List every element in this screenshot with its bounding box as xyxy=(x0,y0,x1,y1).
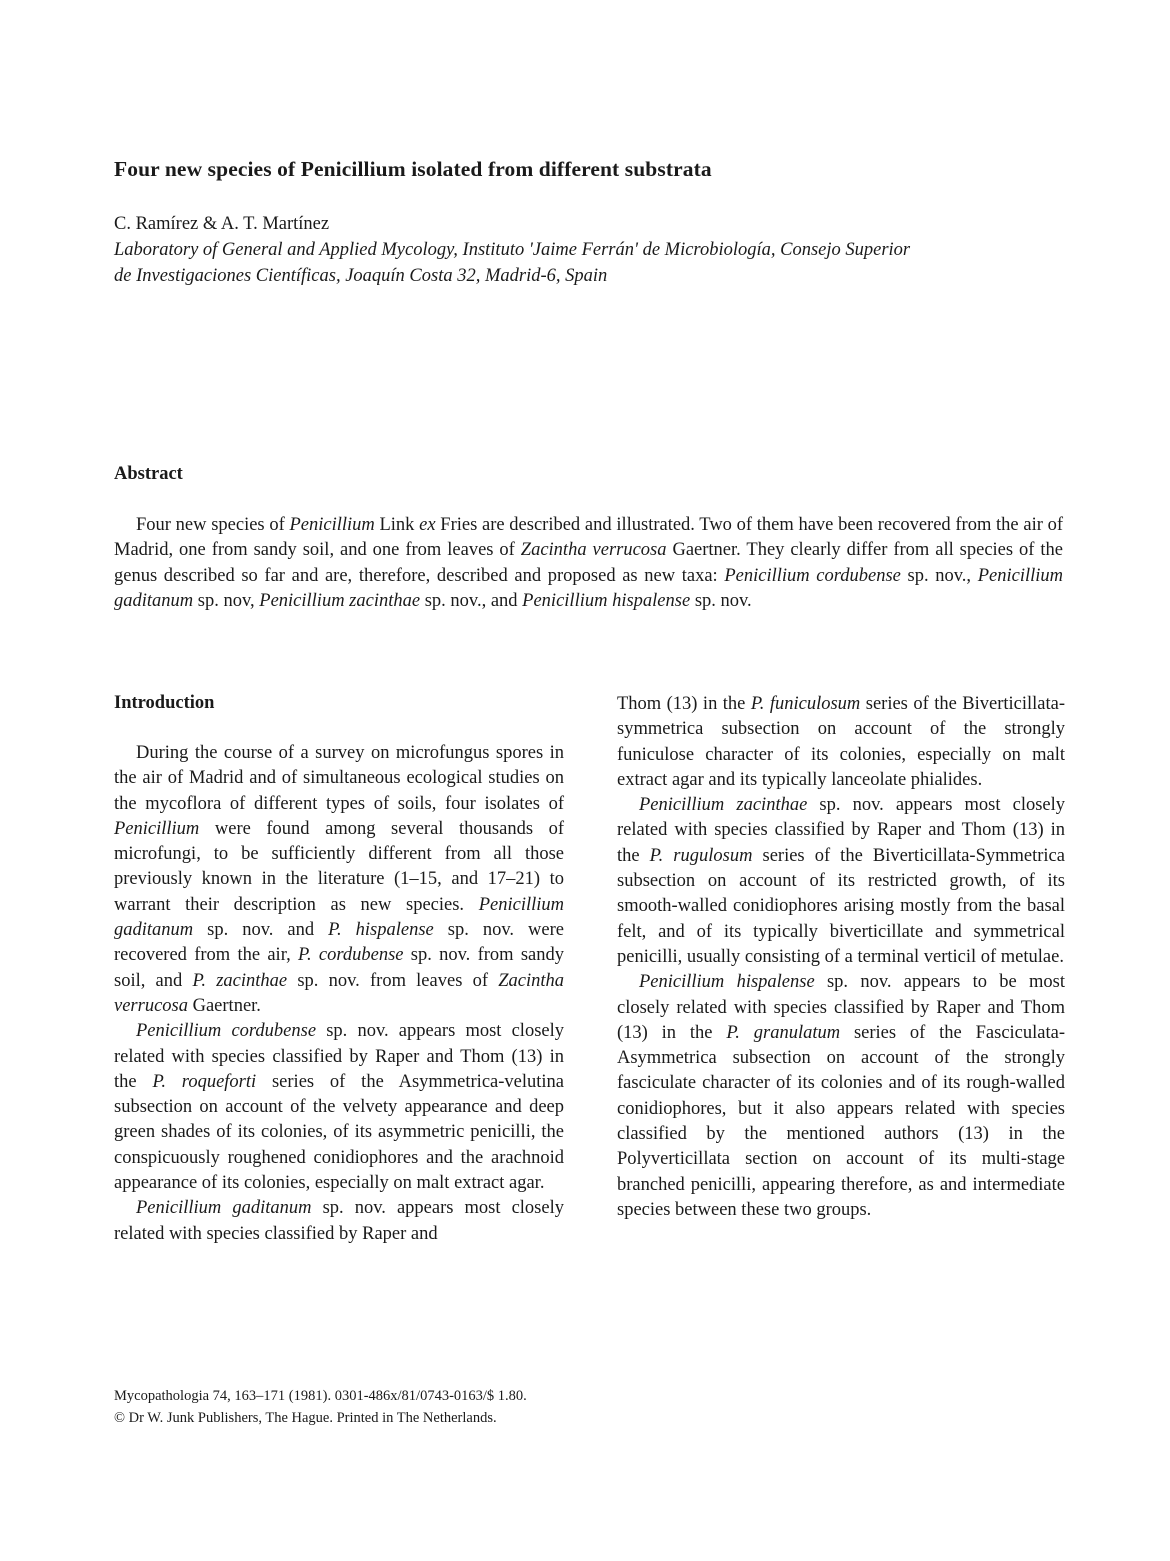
affiliation-line-2: de Investigaciones Científicas, Joaquín Costa 32, Madrid-6, Spain xyxy=(114,266,608,286)
affiliation xyxy=(114,237,1074,289)
affiliation-line-1: Laboratory of General and Applied Mycology, Instituto 'Jaime Ferrán' de Microbiología, Consejo Superior xyxy=(114,240,911,260)
intro-paragraph-4: Penicillium zacinthae sp. nov. appears most closely related with species classified by Raper and Thom (13) in the P. rugulosum series of the Biverticillata-Symmetrica subsection on account of its restricted growth, of its smooth-walled conidiophores arising mostly from the basal felt, and of its typically biverticillate and symmetrical penicilli, usually consisting of a terminal verticil of metulae. xyxy=(617,795,1066,967)
intro-paragraph-3: Penicillium gaditanum sp. nov. appears most closely related with species classified by Raper and xyxy=(114,1198,564,1244)
authors: C. Ramírez & A. T. Martínez xyxy=(114,214,330,234)
intro-column-left xyxy=(114,741,564,1247)
abstract-heading: Abstract xyxy=(114,464,183,484)
intro-paragraph-3-continued: Thom (13) in the P. funiculosum series of the Biverticillata-symmetrica subsection on account of the strongly funiculose character of its colonies, especially on malt extract agar and its typically lanceolate phialides. xyxy=(617,694,1065,790)
introduction-heading: Introduction xyxy=(114,693,215,713)
footer-copyright: © Dr W. Junk Publishers, The Hague. Printed in The Netherlands. xyxy=(114,1410,497,1426)
abstract-body: Four new species of Penicillium Link ex Fries are described and illustrated. Two of them have been recovered from the air of Madrid, one from sandy soil, and one from leaves of Zacintha verrucosa Gaertner. They clearly differ from all species of the genus described so far and are, therefore, described and proposed as new taxa: Penicillium cordubense sp. nov., Penicillium gaditanum sp. nov, Penicillium zacinthae sp. nov., and Penicillium hispalense sp. nov. xyxy=(114,515,1064,611)
paper-title: Four new species of Penicillium isolated from different substrata xyxy=(114,157,712,181)
intro-paragraph-1: During the course of a survey on microfungus spores in the air of Madrid and of simultaneous ecological studies on the mycoflora of different types of soils, four isolates of Penicillium were found among several thousands of microfungi, to be sufficiently different from all those previously known in the literature (1–15, and 17–21) to warrant their description as new species. Penicillium gaditanum sp. nov. and P. hispalense sp. nov. were recovered from the air, P. cordubense sp. nov. from sandy soil, and P. zacinthae sp. nov. from leaves of Zacintha verrucosa Gaertner. xyxy=(114,743,565,1016)
intro-paragraph-5: Penicillium hispalense sp. nov. appears to be most closely related with species classified by Raper and Thom (13) in the P. granulatum series of the Fasciculata-Asymmetrica subsection on account of the strongly fasciculate character of its colonies and of its rough-walled conidiophores, but it also appears related with species classified by the mentioned authors (13) in the Polyverticillata section on account of its multi-stage branched penicilli, appearing therefore, as and intermediate species between these two groups. xyxy=(617,972,1066,1220)
intro-paragraph-2: Penicillium cordubense sp. nov. appears most closely related with species classified by Raper and Thom (13) in the P. roqueforti series of the Asymmetrica-velutina subsection on account of the velvety appearance and deep green shades of its colonies, of its asymmetric penicilli, the conspicuously roughened conidiophores and the arachnoid appearance of its colonies, especially on malt extract agar. xyxy=(114,1021,564,1194)
footer-citation: Mycopathologia 74, 163–171 (1981). 0301-486x/81/0743-0163/$ 1.80. xyxy=(114,1388,527,1404)
intro-column-right xyxy=(617,692,1065,1223)
publication-footer xyxy=(114,1385,527,1429)
